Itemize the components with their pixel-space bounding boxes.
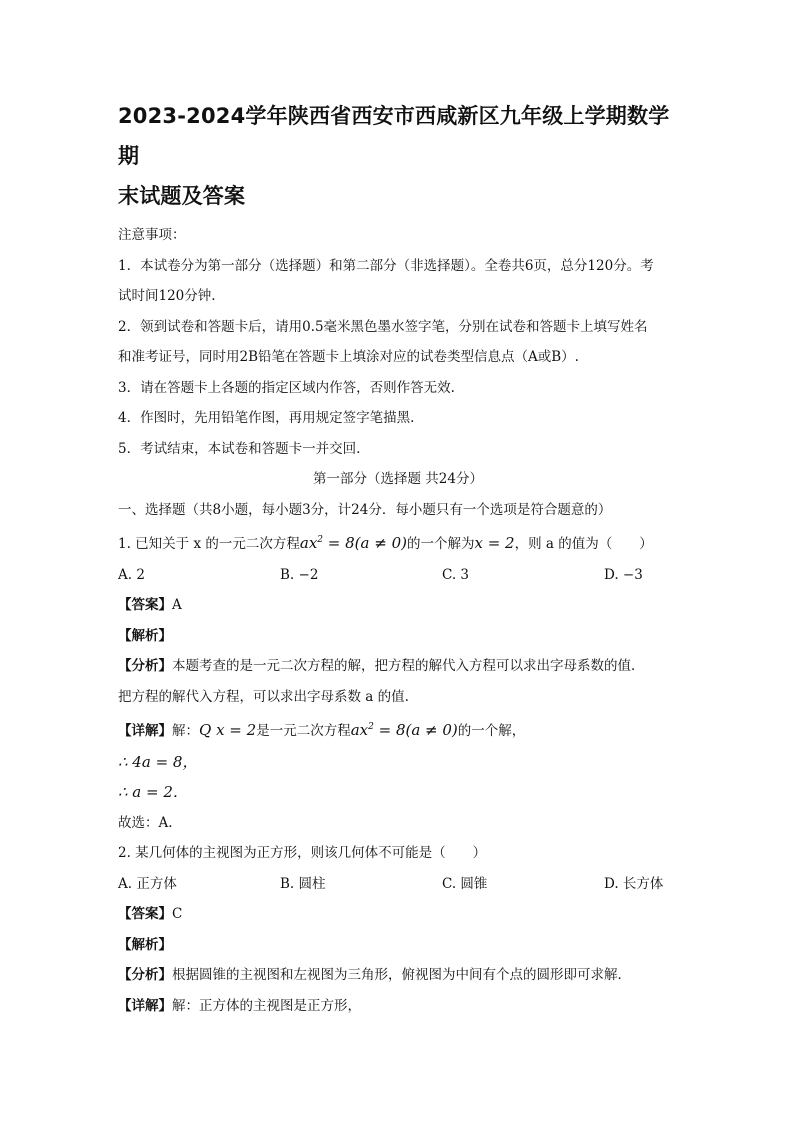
q2-detail: [118, 991, 678, 1022]
q1-solution: x = 2: [474, 534, 515, 552]
q1-choices: [118, 560, 678, 591]
q1-detail: [118, 712, 678, 747]
q2-question: 2. 某几何体的主视图为正方形，则该几何体不可能是（ ）: [118, 845, 487, 861]
q2-detail-text: 解：正方体的主视图是正方形，: [172, 997, 361, 1014]
notes-heading: 注意事项：: [118, 227, 186, 243]
q1-detail-suffix: 的一个解，: [457, 723, 526, 739]
q1-choice-b: B. −2: [280, 566, 319, 583]
q1-fenxi-line-2: 把方程的解代入方程，可以求出字母系数 a 的值.: [118, 688, 409, 705]
q1-detail-q: Q: [199, 721, 212, 739]
q2-choice-d: D. 长方体: [604, 875, 664, 892]
title-line-2: 末试题及答案: [118, 184, 246, 208]
document-page: [118, 96, 678, 1021]
document-title: [118, 96, 678, 216]
q1-question: [118, 525, 678, 560]
note-line: 4．作图时，先用铅笔作图，再用规定签字笔描黑.: [118, 410, 415, 426]
note-line: 1．本试卷分为第一部分（选择题）和第二部分（非选择题）。全卷共6页，总分120分。考: [118, 257, 654, 274]
note-line: 2．领到试卷和答题卡后，请用0.5毫米黑色墨水签字笔，分别在试卷和答题卡上填写姓名: [118, 318, 648, 335]
q2-choice-c: C. 圆锥: [442, 875, 488, 892]
q1-fenxi: [118, 651, 678, 682]
q2-answer: [118, 899, 678, 930]
part1-heading: 第一部分（选择题 共24分）: [313, 471, 483, 487]
q1-suffix: ，则 a 的值为（ ）: [514, 536, 653, 552]
q1-choice-d: D. −3: [604, 566, 643, 583]
note-line: 和准考证号，同时用2B铅笔在答题卡上填涂对应的试卷类型信息点（A或B）.: [118, 349, 579, 365]
q1-detail-x: x = 2: [211, 721, 257, 739]
q1-answer-value: A: [172, 597, 182, 613]
q2-fenxi-text: 根据圆锥的主视图和左视图为三角形，俯视图为中间有个点的圆形即可求解．: [172, 967, 631, 983]
q1-step-2: ∴ a = 2．: [118, 783, 188, 801]
q1-fenxi-label: 【分析】: [118, 658, 172, 674]
q1-detail-prefix: 解：: [172, 723, 199, 739]
q1-prefix: 1. 已知关于 x 的一元二次方程: [118, 536, 300, 552]
q1-choice-c: C. 3: [442, 566, 470, 583]
q2-answer-value: C: [172, 906, 183, 922]
section1-heading: 一、选择题（共8小题，每小题3分，计24分．每小题只有一个选项是符合题意的）: [118, 501, 612, 518]
note-line: 3．请在答题卡上各题的指定区域内作答，否则作答无效.: [118, 379, 455, 396]
note-line: 试时间120分钟.: [118, 288, 216, 304]
q1-choice-a: A. 2: [118, 566, 145, 583]
q1-answer: [118, 590, 678, 621]
q2-detail-label: 【详解】: [118, 997, 172, 1014]
q2-fenxi-label: 【分析】: [118, 967, 172, 983]
q1-detail-mid: 是一元二次方程: [256, 723, 351, 739]
q1-detail-label: 【详解】: [118, 723, 172, 739]
q1-detail-equation: $ax^2 = 8(a \ne 0)$: [350, 721, 458, 739]
q2-answer-label: 【答案】: [118, 906, 172, 922]
q1-answer-label: 【答案】: [118, 597, 172, 613]
note-line: 5．考试结束，本试卷和答题卡一并交回.: [118, 440, 361, 457]
q2-fenxi: [118, 960, 678, 991]
q2-choice-a: A. 正方体: [118, 875, 177, 892]
q2-choices: [118, 869, 678, 900]
q1-mid: 的一个解为: [406, 536, 475, 552]
q2-analysis-label: 【解析】: [118, 936, 172, 953]
title-line-1: 2023-2024学年陕西省西安市西咸新区九年级上学期数学期: [118, 104, 670, 168]
q1-step-1: ∴ 4a = 8，: [118, 752, 198, 771]
q1-fenxi-text: 本题考查的是一元二次方程的解，把方程的解代入方程可以求出字母系数的值．: [172, 658, 645, 674]
q2-choice-b: B. 圆柱: [280, 875, 326, 892]
q1-analysis-label: 【解析】: [118, 627, 172, 644]
q1-conclusion: 故选：A.: [118, 814, 173, 831]
q1-equation: $ax^2 = 8(a \ne 0)$: [299, 534, 407, 552]
